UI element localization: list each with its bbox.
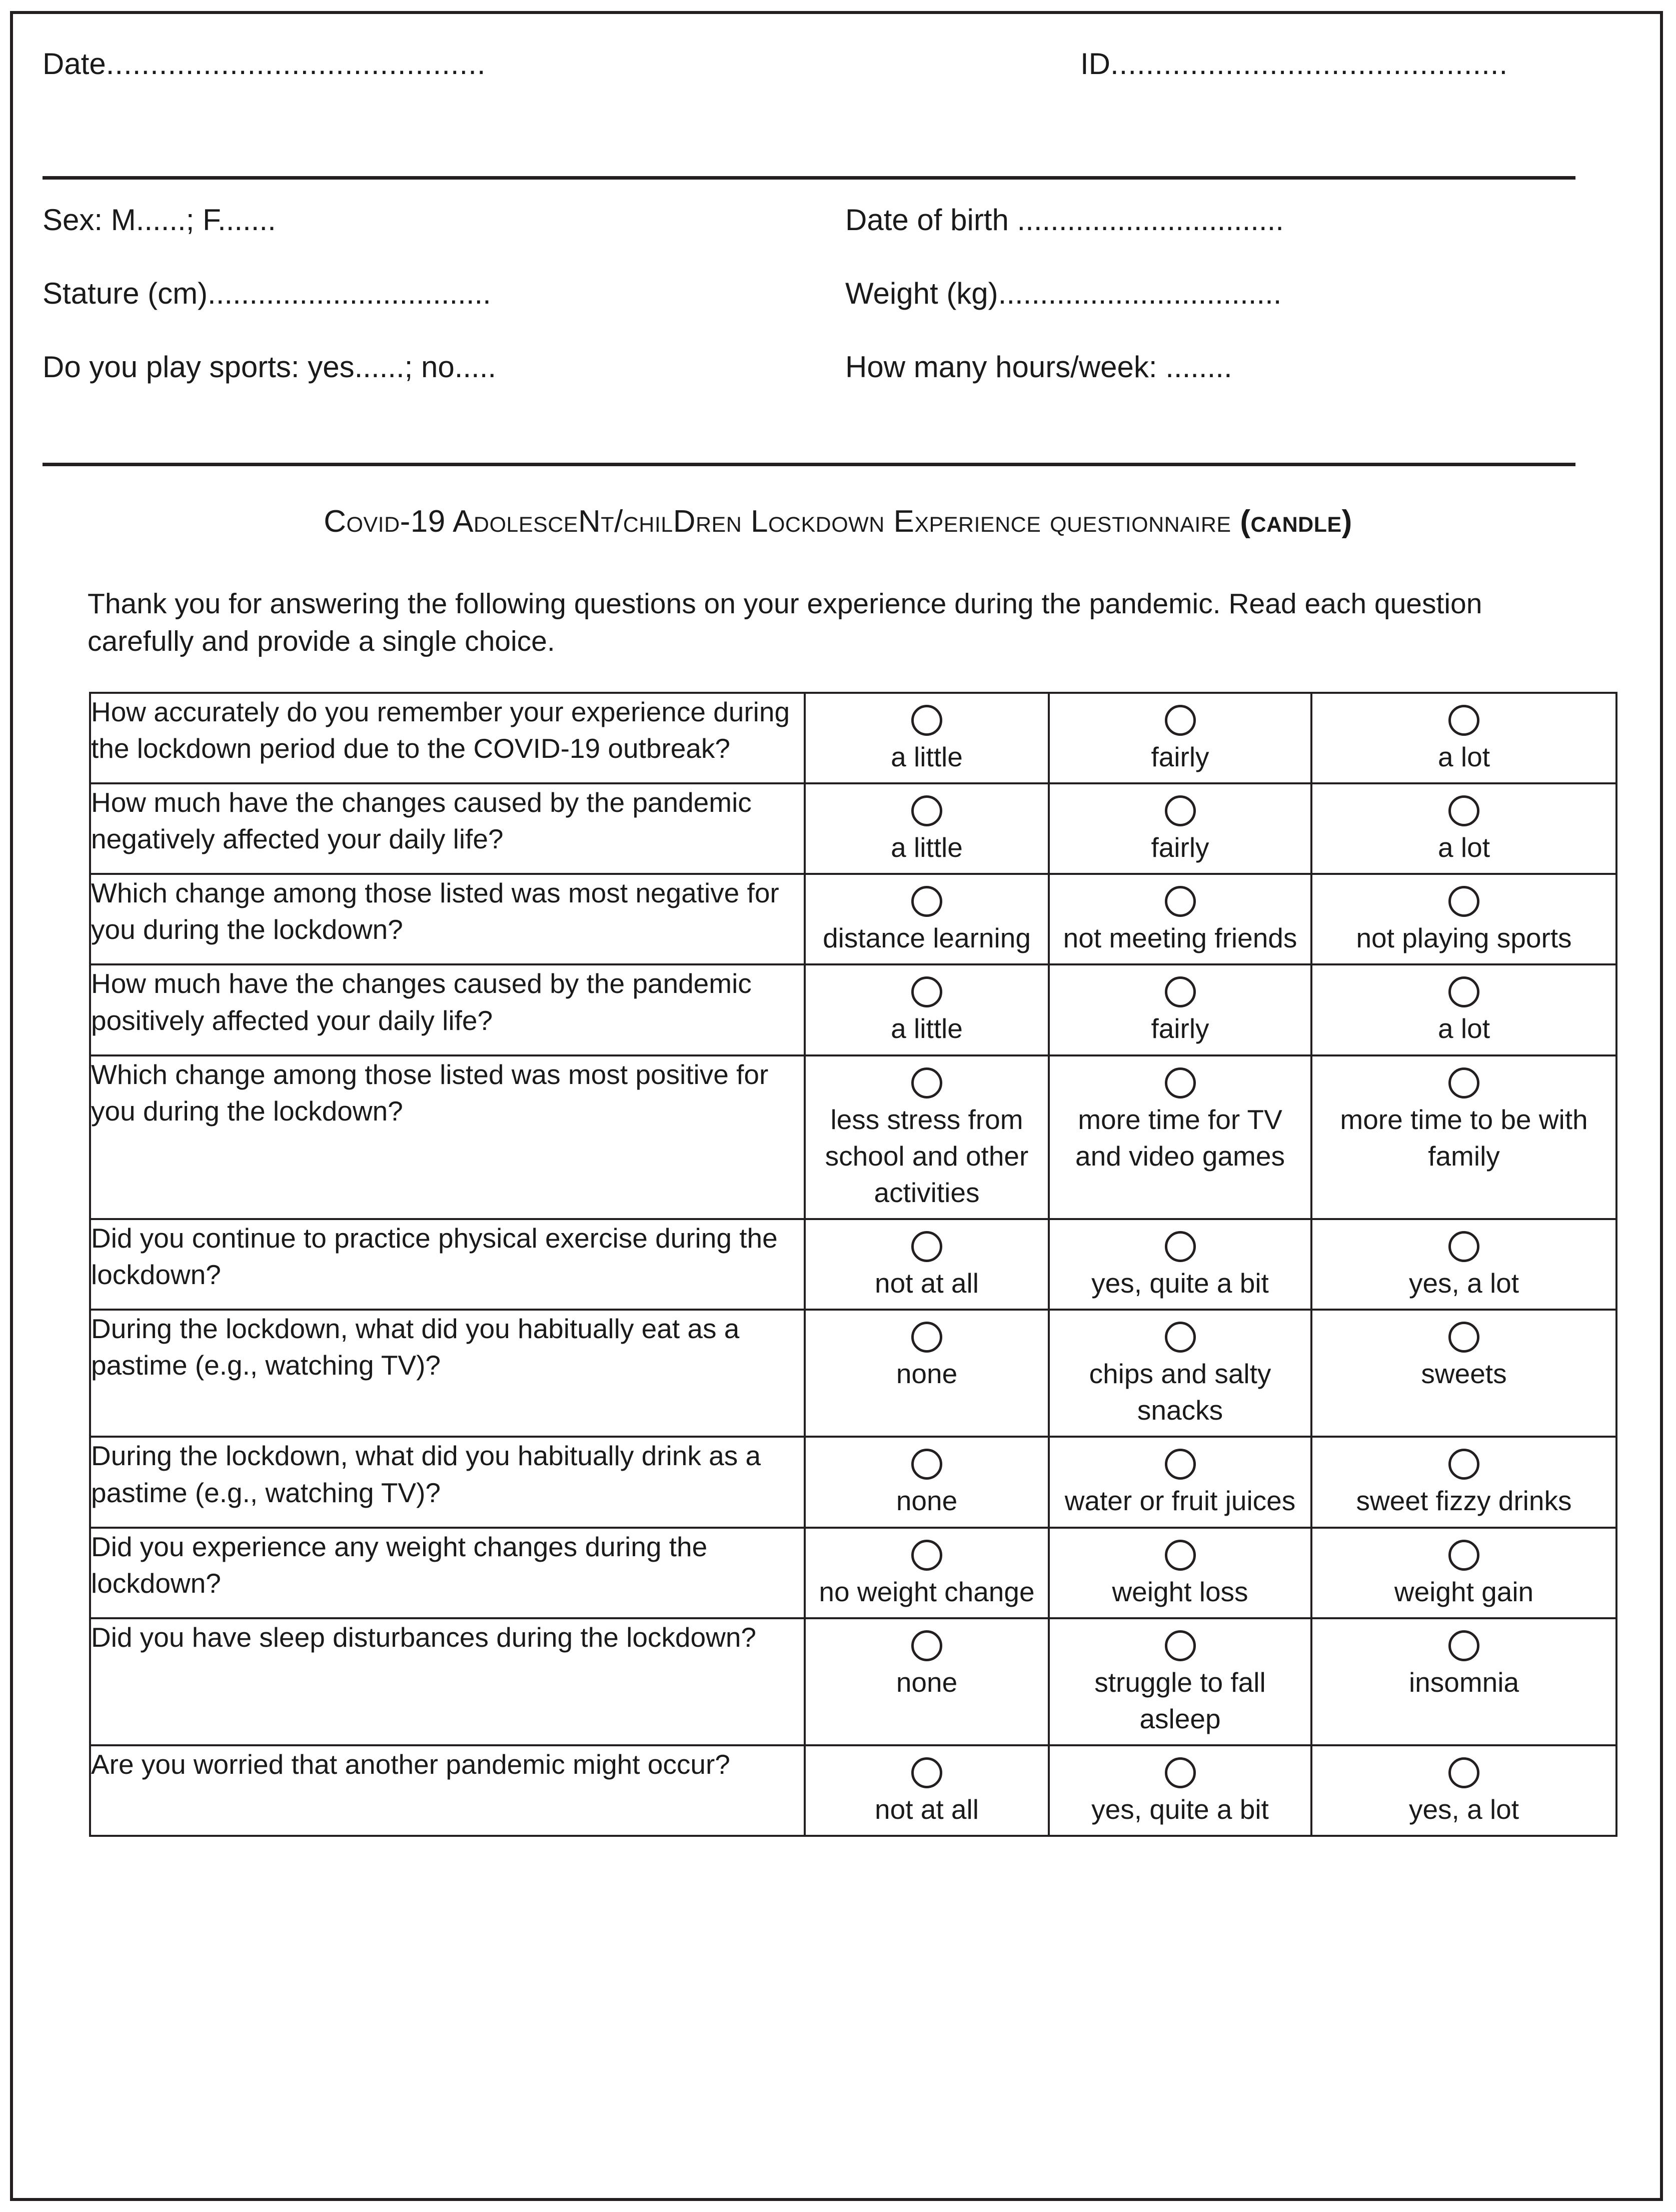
option-label: less stress from school and other activities <box>825 1103 1029 1208</box>
option-label: weight loss <box>1112 1576 1248 1607</box>
option-label: a little <box>891 1013 963 1044</box>
radio-circle-icon[interactable] <box>1165 705 1196 736</box>
option-label: fairly <box>1151 1013 1209 1044</box>
radio-circle-icon[interactable] <box>911 886 942 917</box>
option-cell[interactable] <box>805 1618 1049 1745</box>
radio-circle-icon[interactable] <box>911 705 942 736</box>
title-part-3: -19 <box>400 504 453 539</box>
option-label: none <box>896 1485 958 1517</box>
radio-circle-icon[interactable] <box>1165 1231 1196 1262</box>
option-cell[interactable] <box>805 1219 1049 1310</box>
title-part-5: dolesce <box>473 504 578 539</box>
option-label: yes, quite a bit <box>1091 1267 1269 1299</box>
radio-circle-icon[interactable] <box>911 1449 942 1480</box>
option-label: more time to be with family <box>1340 1103 1588 1172</box>
option-cell[interactable] <box>1311 1055 1616 1219</box>
title-part-8: D <box>673 504 696 539</box>
table-row <box>90 1310 1616 1437</box>
date-fill-dots[interactable]: ........................................... <box>106 47 486 81</box>
option-cell[interactable] <box>1049 1745 1311 1836</box>
option-label: no weight change <box>819 1576 1035 1607</box>
title-acronym: (candle) <box>1240 504 1352 539</box>
option-label: a lot <box>1438 832 1490 863</box>
questionnaire-intro: Thank you for answering the following questions on your experience during the pandemic. Read each question carefully and provide a single choice. <box>88 588 1482 658</box>
title-part-12: E <box>893 504 915 539</box>
option-label: not at all <box>875 1793 979 1825</box>
option-cell[interactable] <box>1311 1437 1616 1527</box>
option-label: none <box>896 1358 958 1390</box>
option-cell[interactable] <box>1311 1219 1616 1310</box>
question-text: How accurately do you remember your experience during the lockdown period due to the COVID-19 outbreak? <box>90 693 805 783</box>
radio-circle-icon[interactable] <box>911 1067 942 1098</box>
identification-row <box>43 48 1623 81</box>
option-label: not meeting friends <box>1063 922 1297 954</box>
option-cell[interactable] <box>1049 874 1311 964</box>
question-text: During the lockdown, what did you habitually drink as a pastime (e.g., watching TV)? <box>90 1437 805 1527</box>
question-text: How much have the changes caused by the pandemic positively affected your daily life? <box>90 964 805 1055</box>
option-cell[interactable] <box>1049 1219 1311 1310</box>
radio-circle-icon[interactable] <box>1165 1322 1196 1353</box>
header-divider-top <box>43 176 1575 180</box>
question-text: How much have the changes caused by the pandemic negatively affected your daily life? <box>90 783 805 874</box>
option-cell[interactable] <box>1049 1618 1311 1745</box>
question-text: Did you continue to practice physical exercise during the lockdown? <box>90 1219 805 1310</box>
option-cell[interactable] <box>1311 693 1616 783</box>
radio-circle-icon[interactable] <box>911 1540 942 1571</box>
radio-circle-icon[interactable] <box>1448 1322 1479 1353</box>
date-field[interactable] <box>43 48 1080 81</box>
radio-circle-icon[interactable] <box>1165 1067 1196 1098</box>
title-part-9: ren <box>695 504 751 539</box>
option-cell[interactable] <box>1049 1528 1311 1618</box>
id-field[interactable] <box>1080 48 1508 81</box>
question-text: During the lockdown, what did you habitually eat as a pastime (e.g., watching TV)? <box>90 1310 805 1437</box>
question-text: Are you worried that another pandemic might occur? <box>90 1745 805 1836</box>
radio-circle-icon[interactable] <box>1165 976 1196 1007</box>
radio-circle-icon[interactable] <box>1448 1231 1479 1262</box>
radio-circle-icon[interactable] <box>1165 1449 1196 1480</box>
option-label: fairly <box>1151 741 1209 772</box>
option-cell[interactable] <box>805 693 1049 783</box>
option-label: a little <box>891 832 963 863</box>
option-label: none <box>896 1666 958 1698</box>
option-label: yes, a lot <box>1408 1793 1519 1825</box>
option-cell[interactable] <box>805 1528 1049 1618</box>
title-part-2: ovid <box>346 504 400 539</box>
radio-circle-icon[interactable] <box>1448 705 1479 736</box>
id-fill-dots[interactable]: ............................................. <box>1110 47 1508 81</box>
option-cell[interactable] <box>1049 1055 1311 1219</box>
table-row <box>90 874 1616 964</box>
option-label: not playing sports <box>1356 922 1572 954</box>
option-label: weight gain <box>1394 1576 1534 1607</box>
title-part-7: t/chil <box>601 504 673 539</box>
demographics-row <box>43 350 1623 423</box>
option-cell[interactable] <box>805 783 1049 874</box>
option-cell[interactable] <box>1311 1618 1616 1745</box>
option-cell[interactable] <box>1311 874 1616 964</box>
option-label: fairly <box>1151 832 1209 863</box>
option-label: chips and salty snacks <box>1089 1358 1271 1426</box>
option-cell[interactable] <box>1311 1310 1616 1437</box>
table-row <box>90 964 1616 1055</box>
option-cell[interactable] <box>1311 964 1616 1055</box>
radio-circle-icon[interactable] <box>1165 795 1196 826</box>
option-cell[interactable] <box>1049 783 1311 874</box>
option-label: yes, a lot <box>1408 1267 1519 1299</box>
option-cell[interactable] <box>805 1745 1049 1836</box>
table-row <box>90 1528 1616 1618</box>
title-part-10: L <box>750 504 768 539</box>
option-label: a lot <box>1438 1013 1490 1044</box>
id-label: ID <box>1080 47 1110 81</box>
radio-circle-icon[interactable] <box>1448 976 1479 1007</box>
radio-circle-icon[interactable] <box>1448 1540 1479 1571</box>
table-row <box>90 1618 1616 1745</box>
radio-circle-icon[interactable] <box>911 1322 942 1353</box>
radio-circle-icon[interactable] <box>911 1630 942 1661</box>
title-part-1: C <box>324 504 347 539</box>
question-text: Which change among those listed was most positive for you during the lockdown? <box>90 1055 805 1219</box>
title-part-11: ockdown <box>768 504 894 539</box>
radio-circle-icon[interactable] <box>1448 1449 1479 1480</box>
demographics-row <box>43 276 1623 350</box>
questionnaire-title <box>0 506 1676 537</box>
option-label: yes, quite a bit <box>1091 1793 1269 1825</box>
radio-circle-icon[interactable] <box>1448 886 1479 917</box>
date-label: Date <box>43 47 106 81</box>
option-label: a little <box>891 741 963 772</box>
option-cell[interactable] <box>1311 1745 1616 1836</box>
sex-field[interactable]: Sex: M......; F....... <box>43 203 276 237</box>
radio-circle-icon[interactable] <box>1448 795 1479 826</box>
table-row <box>90 693 1616 783</box>
radio-circle-icon[interactable] <box>911 795 942 826</box>
table-row <box>90 1437 1616 1527</box>
play-sports-field[interactable]: Do you play sports: yes......; no..... <box>43 350 497 384</box>
option-cell[interactable] <box>1311 783 1616 874</box>
option-label: sweet fizzy drinks <box>1356 1485 1572 1517</box>
option-cell[interactable] <box>1049 964 1311 1055</box>
option-cell[interactable] <box>805 1055 1049 1219</box>
option-label: insomnia <box>1408 1666 1519 1698</box>
question-text: Did you have sleep disturbances during the lockdown? <box>90 1618 805 1745</box>
title-part-13: xperience questionnaire <box>914 504 1240 539</box>
option-cell[interactable] <box>805 1437 1049 1527</box>
radio-circle-icon[interactable] <box>1165 1540 1196 1571</box>
option-cell[interactable] <box>1049 1310 1311 1437</box>
header-divider-bottom <box>43 463 1575 466</box>
title-part-4: A <box>453 504 474 539</box>
radio-circle-icon[interactable] <box>911 1757 942 1788</box>
question-text: Did you experience any weight changes during the lockdown? <box>90 1528 805 1618</box>
option-label: sweets <box>1421 1358 1507 1390</box>
demographics-row <box>43 203 1623 276</box>
title-part-6: N <box>578 504 601 539</box>
option-label: struggle to fall asleep <box>1094 1666 1266 1734</box>
option-cell[interactable] <box>805 874 1049 964</box>
weight-field[interactable]: Weight (kg).................................. <box>845 277 1282 310</box>
table-row <box>90 1055 1616 1219</box>
option-cell[interactable] <box>1049 1437 1311 1527</box>
option-label: not at all <box>875 1267 979 1299</box>
option-label: water or fruit juices <box>1064 1485 1296 1517</box>
table-row <box>90 1219 1616 1310</box>
option-label: distance learning <box>823 922 1031 954</box>
option-label: a lot <box>1438 741 1490 772</box>
option-label: more time for TV and video games <box>1075 1103 1285 1172</box>
option-cell[interactable] <box>1049 693 1311 783</box>
option-cell[interactable] <box>805 1310 1049 1437</box>
radio-circle-icon[interactable] <box>1448 1757 1479 1788</box>
table-row <box>90 1745 1616 1836</box>
demographics-section <box>43 203 1623 423</box>
hours-per-week-field[interactable]: How many hours/week: ........ <box>845 350 1232 384</box>
radio-circle-icon[interactable] <box>911 1231 942 1262</box>
radio-circle-icon[interactable] <box>911 976 942 1007</box>
question-text: Which change among those listed was most negative for you during the lockdown? <box>90 874 805 964</box>
stature-field[interactable]: Stature (cm).................................. <box>43 277 491 310</box>
date-of-birth-field[interactable]: Date of birth ................................ <box>845 203 1284 237</box>
radio-circle-icon[interactable] <box>1165 886 1196 917</box>
questionnaire-table <box>89 692 1617 1837</box>
table-row <box>90 783 1616 874</box>
radio-circle-icon[interactable] <box>1448 1630 1479 1661</box>
radio-circle-icon[interactable] <box>1165 1757 1196 1788</box>
radio-circle-icon[interactable] <box>1448 1067 1479 1098</box>
radio-circle-icon[interactable] <box>1165 1630 1196 1661</box>
option-cell[interactable] <box>1311 1528 1616 1618</box>
option-cell[interactable] <box>805 964 1049 1055</box>
